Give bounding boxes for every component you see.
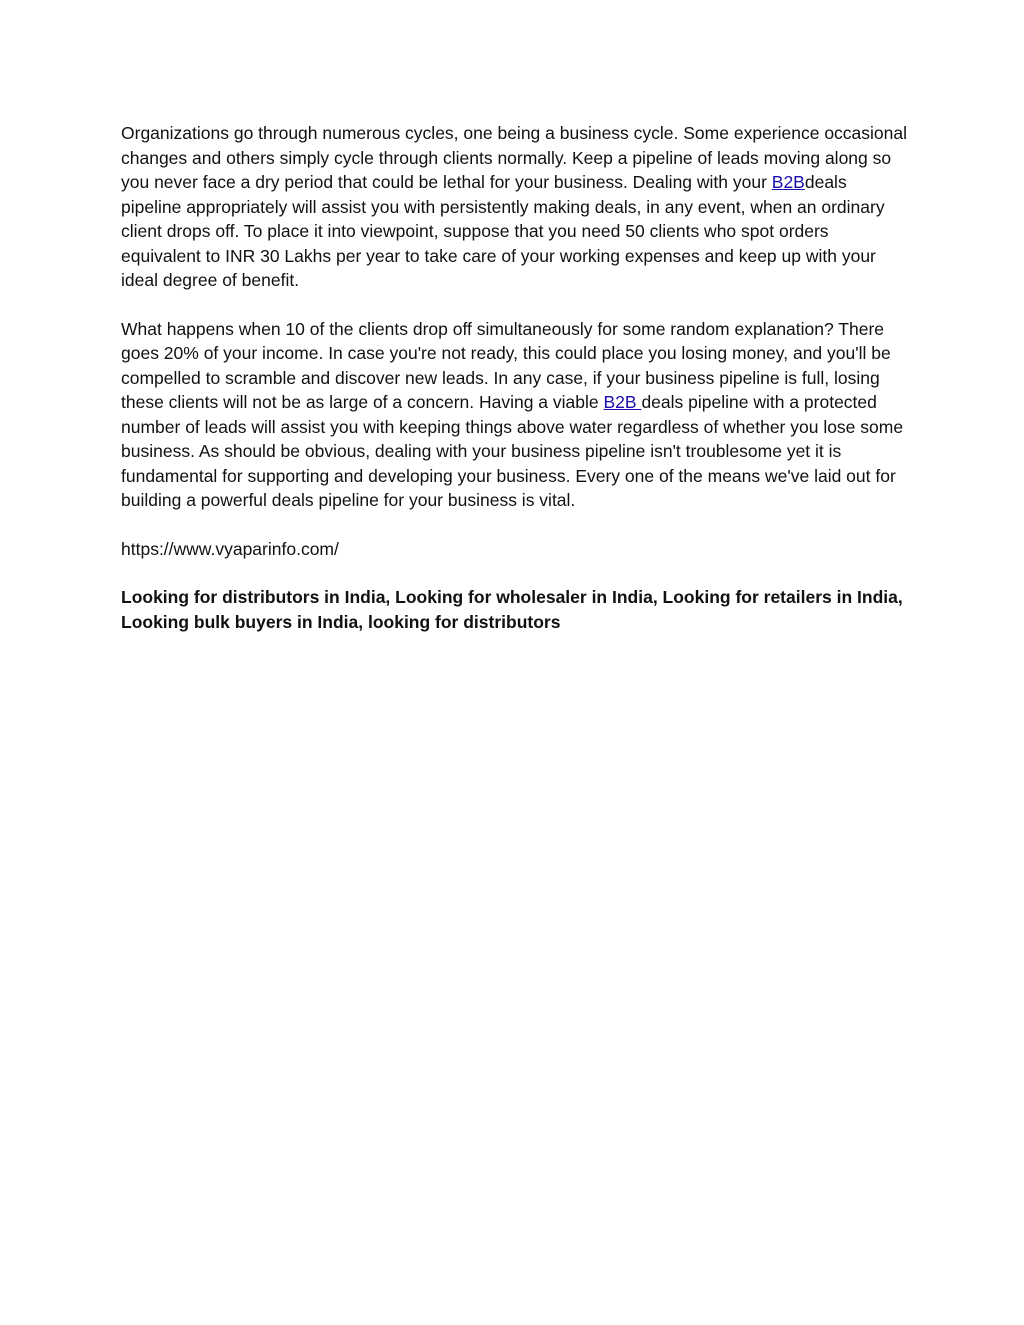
paragraph-1-text-end: deals pipeline appropriately will assist you with persistently making deals, in any event, when an ordinary client drops off. To place it into viewpoint, suppose that you need 50 clients who spot orders equivalent to INR 30 Lakhs per year to take care of your working expenses and keep up with your ideal degree of benefit. [121, 172, 885, 290]
keywords-paragraph: Looking for distributors in India, Looking for wholesaler in India, Looking for retailers in India, Looking bulk buyers in India, looking for distributors [121, 587, 903, 632]
paragraph-2-text-start: What happens when 10 of the clients drop off simultaneously for some random explanation? There goes 20% of your income. In case you're not ready, this could place you losing money, and you'll be compelled to scramble and discover new leads. In any case, if your business pipeline is full, losing these clients will not be as large of a concern. Having a viable [121, 318, 891, 412]
paragraph-2-text-end: deals pipeline with a protected number of leads will assist you with keeping things above water regardless of whether you lose some business. As should be obvious, dealing with your business pipeline isn't troublesome yet it is fundamental for supporting and developing your business. Every one of the means we've laid out for building a powerful deals pipeline for your business is vital. [121, 392, 904, 510]
document-body [121, 121, 911, 658]
b2b-link-2[interactable]: B2B [603, 392, 642, 412]
website-url: https://www.vyaparinfo.com/ [121, 538, 339, 559]
paragraph-2 [121, 317, 911, 513]
paragraph-1-text-start: Organizations go through numerous cycles, one being a business cycle. Some experience occasional changes and others simply cycle through clients normally. Keep a pipeline of leads moving along so you never face a dry period that could be lethal for your business. Dealing with your [121, 123, 908, 192]
paragraph-1 [121, 121, 911, 293]
b2b-link-1[interactable]: B2B [771, 172, 805, 192]
